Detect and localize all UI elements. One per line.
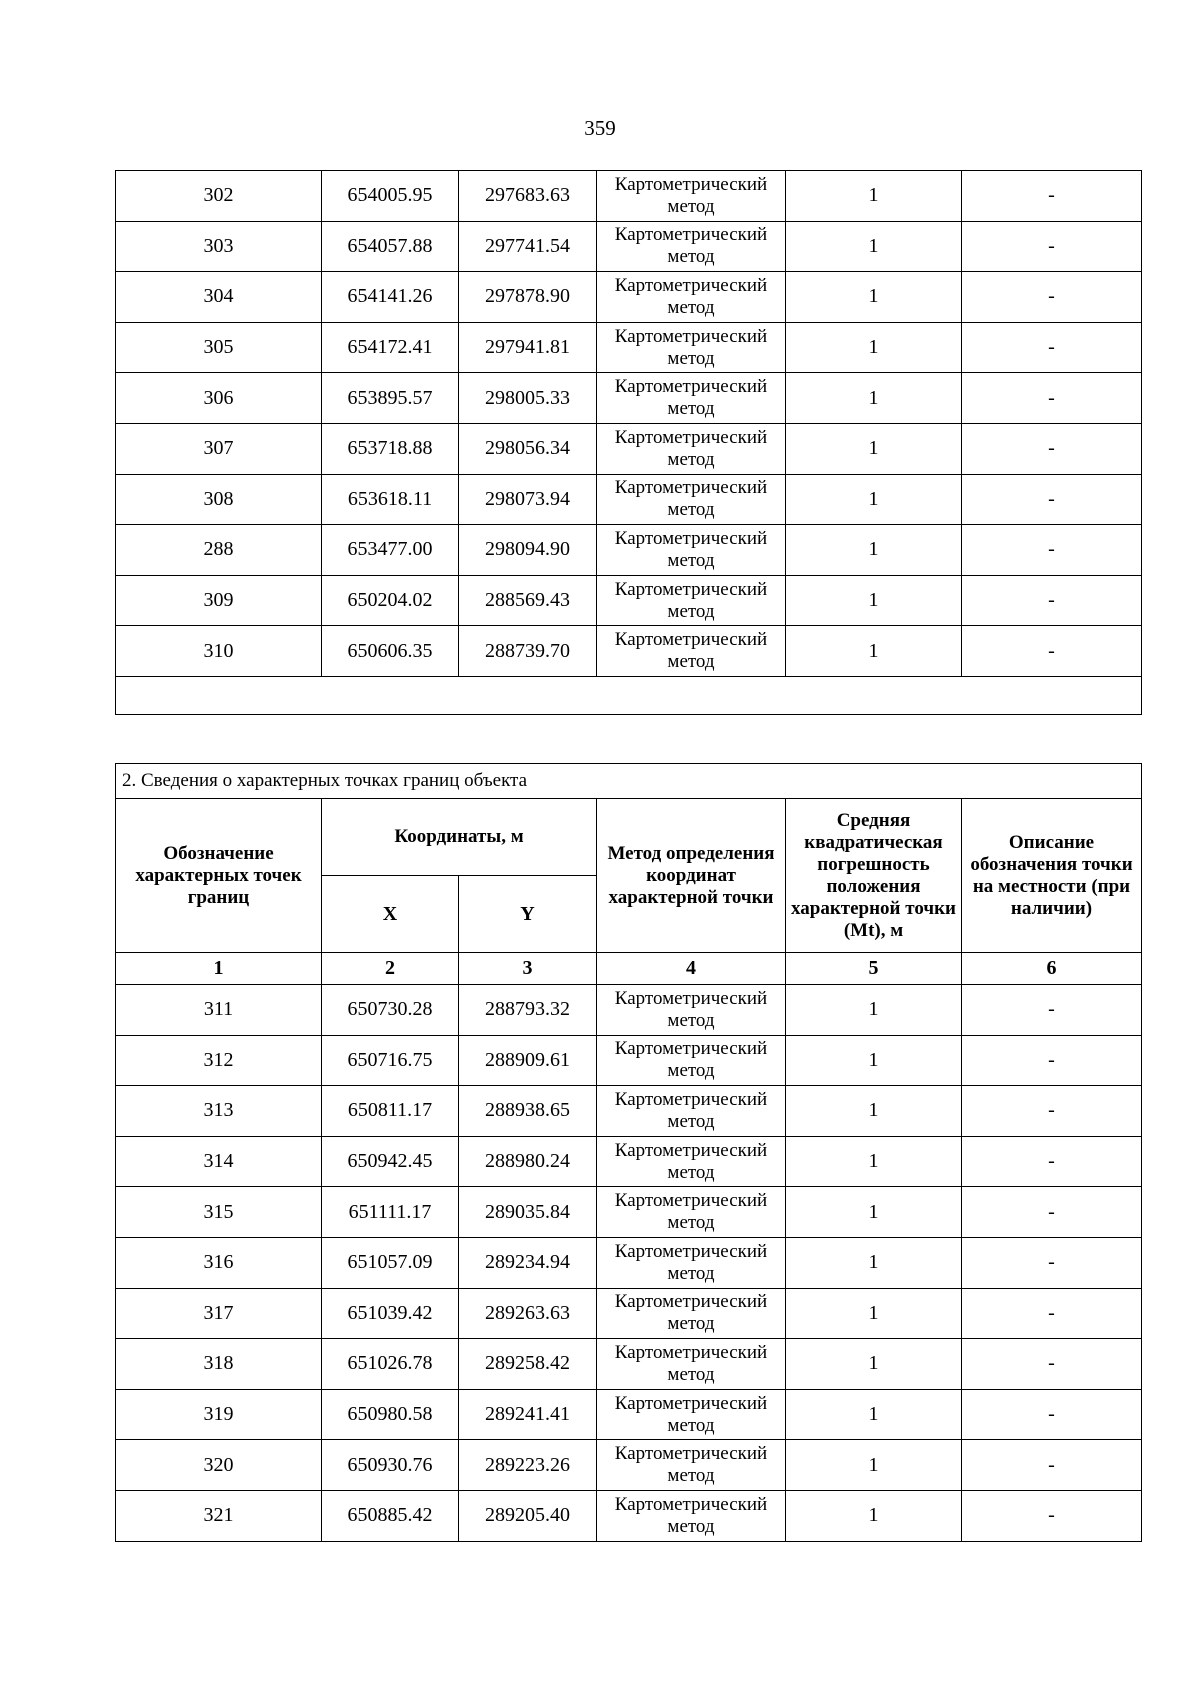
coordinate-y: 297878.90 — [459, 272, 597, 323]
coordinate-y: 288909.61 — [459, 1035, 597, 1086]
method-line: метод — [667, 651, 715, 673]
header-description: Описание обозначения точки на местности (при наличии) — [962, 799, 1142, 953]
method-line: метод — [667, 600, 715, 622]
method-cell — [597, 423, 786, 474]
method-line: Картометрический — [614, 1392, 768, 1414]
method-cell — [597, 373, 786, 424]
method-line: Картометрический — [614, 1493, 768, 1515]
coordinate-x: 654141.26 — [322, 272, 459, 323]
coordinate-y: 298005.33 — [459, 373, 597, 424]
point-designation: 315 — [116, 1187, 322, 1238]
point-description: - — [962, 1490, 1142, 1541]
coordinate-y: 297741.54 — [459, 221, 597, 272]
coordinate-y: 289205.40 — [459, 1490, 597, 1541]
point-designation: 310 — [116, 626, 322, 677]
point-description: - — [962, 575, 1142, 626]
method-line: Картометрический — [614, 1443, 768, 1465]
coordinate-y: 298056.34 — [459, 423, 597, 474]
method-line: метод — [667, 1313, 715, 1335]
method-line: Картометрический — [614, 173, 768, 195]
table-row — [116, 626, 1142, 677]
point-designation: 318 — [116, 1339, 322, 1390]
method-line: метод — [667, 1009, 715, 1031]
method-line: метод — [667, 499, 715, 521]
points-table-body — [116, 171, 1142, 715]
coordinate-x: 651057.09 — [322, 1237, 459, 1288]
boundary-points-table-body — [116, 985, 1142, 1542]
coordinate-x: 654005.95 — [322, 171, 459, 222]
point-designation: 309 — [116, 575, 322, 626]
point-designation: 316 — [116, 1237, 322, 1288]
coordinate-y: 297941.81 — [459, 322, 597, 373]
mean-error: 1 — [786, 525, 962, 576]
coordinate-x: 654172.41 — [322, 322, 459, 373]
method-line: метод — [667, 195, 715, 217]
point-description: - — [962, 221, 1142, 272]
coordinate-y: 288739.70 — [459, 626, 597, 677]
coordinate-x: 651026.78 — [322, 1339, 459, 1390]
method-line: Картометрический — [614, 426, 768, 448]
point-designation: 319 — [116, 1389, 322, 1440]
header-mean-error: Средняя квадратическая погрешность положения характерной точки (Mt), м — [786, 799, 962, 953]
mean-error: 1 — [786, 423, 962, 474]
method-cell — [597, 171, 786, 222]
mean-error: 1 — [786, 1086, 962, 1137]
point-designation: 303 — [116, 221, 322, 272]
method-line: метод — [667, 1515, 715, 1537]
method-cell — [597, 272, 786, 323]
method-line: Картометрический — [614, 1038, 768, 1060]
table-row — [116, 1237, 1142, 1288]
table-row — [116, 1035, 1142, 1086]
method-line: метод — [667, 246, 715, 268]
header-point-designation: Обозначение характерных точек границ — [116, 799, 322, 953]
table-row — [116, 322, 1142, 373]
table-row — [116, 1490, 1142, 1541]
coordinate-y: 288793.32 — [459, 985, 597, 1036]
table-row — [116, 1339, 1142, 1390]
coordinate-x: 650204.02 — [322, 575, 459, 626]
method-cell — [597, 1237, 786, 1288]
method-line: Картометрический — [614, 987, 768, 1009]
mean-error: 1 — [786, 1339, 962, 1390]
method-line: Картометрический — [614, 527, 768, 549]
coordinate-y: 289035.84 — [459, 1187, 597, 1238]
coordinate-y: 297683.63 — [459, 171, 597, 222]
header-method: Метод определения координат характерной точки — [597, 799, 786, 953]
point-designation: 306 — [116, 373, 322, 424]
table-row — [116, 171, 1142, 222]
method-line: метод — [667, 1363, 715, 1385]
coordinate-y: 289223.26 — [459, 1440, 597, 1491]
mean-error: 1 — [786, 474, 962, 525]
mean-error: 1 — [786, 322, 962, 373]
point-designation: 321 — [116, 1490, 322, 1541]
method-cell — [597, 985, 786, 1036]
method-line: метод — [667, 448, 715, 470]
method-cell — [597, 1389, 786, 1440]
point-description: - — [962, 373, 1142, 424]
coordinate-x: 653618.11 — [322, 474, 459, 525]
method-line: метод — [667, 549, 715, 571]
column-number: 2 — [322, 953, 459, 985]
method-line: Картометрический — [614, 477, 768, 499]
point-designation: 288 — [116, 525, 322, 576]
table-row — [116, 985, 1142, 1036]
method-cell — [597, 221, 786, 272]
coordinate-x: 654057.88 — [322, 221, 459, 272]
method-line: Картометрический — [614, 224, 768, 246]
mean-error: 1 — [786, 1288, 962, 1339]
point-description: - — [962, 1187, 1142, 1238]
mean-error: 1 — [786, 221, 962, 272]
table-row — [116, 423, 1142, 474]
coordinate-y: 289258.42 — [459, 1339, 597, 1390]
method-line: Картометрический — [614, 629, 768, 651]
point-designation: 302 — [116, 171, 322, 222]
header-x: X — [322, 876, 459, 953]
point-description: - — [962, 272, 1142, 323]
point-description: - — [962, 1237, 1142, 1288]
method-line: Картометрический — [614, 1139, 768, 1161]
column-number: 1 — [116, 953, 322, 985]
method-cell — [597, 525, 786, 576]
table-caption: 2. Сведения о характерных точках границ объекта — [116, 764, 1142, 799]
point-description: - — [962, 1035, 1142, 1086]
method-line: метод — [667, 1161, 715, 1183]
coordinate-x: 651111.17 — [322, 1187, 459, 1238]
point-description: - — [962, 1288, 1142, 1339]
method-line: метод — [667, 296, 715, 318]
mean-error: 1 — [786, 1035, 962, 1086]
empty-cell — [116, 676, 1142, 714]
point-description: - — [962, 985, 1142, 1036]
coordinate-x: 650716.75 — [322, 1035, 459, 1086]
table-row — [116, 272, 1142, 323]
method-cell — [597, 1288, 786, 1339]
point-description: - — [962, 1389, 1142, 1440]
table-row — [116, 221, 1142, 272]
method-cell — [597, 626, 786, 677]
mean-error: 1 — [786, 1440, 962, 1491]
method-line: метод — [667, 1060, 715, 1082]
method-cell — [597, 1339, 786, 1390]
mean-error: 1 — [786, 1237, 962, 1288]
point-description: - — [962, 626, 1142, 677]
mean-error: 1 — [786, 575, 962, 626]
coordinate-x: 650942.45 — [322, 1136, 459, 1187]
method-line: Картометрический — [614, 578, 768, 600]
coordinate-y: 289263.63 — [459, 1288, 597, 1339]
method-line: метод — [667, 1212, 715, 1234]
method-cell — [597, 1035, 786, 1086]
method-line: Картометрический — [614, 274, 768, 296]
method-cell — [597, 1490, 786, 1541]
point-designation: 304 — [116, 272, 322, 323]
table-row — [116, 525, 1142, 576]
mean-error: 1 — [786, 626, 962, 677]
empty-row — [116, 676, 1142, 714]
header-coordinates: Координаты, м — [322, 799, 597, 876]
coordinate-x: 653895.57 — [322, 373, 459, 424]
method-line: Картометрический — [614, 1341, 768, 1363]
method-line: Картометрический — [614, 1190, 768, 1212]
coordinate-y: 289234.94 — [459, 1237, 597, 1288]
method-cell — [597, 1440, 786, 1491]
point-designation: 307 — [116, 423, 322, 474]
coordinate-x: 650930.76 — [322, 1440, 459, 1491]
coordinate-y: 288569.43 — [459, 575, 597, 626]
table-row — [116, 373, 1142, 424]
mean-error: 1 — [786, 985, 962, 1036]
point-description: - — [962, 1339, 1142, 1390]
method-cell — [597, 575, 786, 626]
coordinate-y: 289241.41 — [459, 1389, 597, 1440]
method-line: метод — [667, 1262, 715, 1284]
point-description: - — [962, 322, 1142, 373]
coordinate-y: 288980.24 — [459, 1136, 597, 1187]
point-designation: 305 — [116, 322, 322, 373]
mean-error: 1 — [786, 1187, 962, 1238]
coordinate-x: 650885.42 — [322, 1490, 459, 1541]
coordinate-x: 650980.58 — [322, 1389, 459, 1440]
coordinate-x: 653477.00 — [322, 525, 459, 576]
mean-error: 1 — [786, 373, 962, 424]
method-line: Картометрический — [614, 325, 768, 347]
point-designation: 317 — [116, 1288, 322, 1339]
coordinate-x: 653718.88 — [322, 423, 459, 474]
boundary-points-table — [115, 763, 1142, 1542]
point-description: - — [962, 525, 1142, 576]
point-designation: 311 — [116, 985, 322, 1036]
mean-error: 1 — [786, 1490, 962, 1541]
point-description: - — [962, 423, 1142, 474]
points-table-continued — [115, 170, 1142, 715]
table-row — [116, 1136, 1142, 1187]
method-cell — [597, 322, 786, 373]
point-designation: 314 — [116, 1136, 322, 1187]
coordinate-y: 298094.90 — [459, 525, 597, 576]
column-number: 6 — [962, 953, 1142, 985]
point-description: - — [962, 1440, 1142, 1491]
method-cell — [597, 474, 786, 525]
point-designation: 313 — [116, 1086, 322, 1137]
table-row — [116, 1440, 1142, 1491]
column-number: 3 — [459, 953, 597, 985]
point-description: - — [962, 1086, 1142, 1137]
point-designation: 312 — [116, 1035, 322, 1086]
coordinate-x: 650606.35 — [322, 626, 459, 677]
page-number: 359 — [584, 116, 616, 140]
column-number: 4 — [597, 953, 786, 985]
mean-error: 1 — [786, 1136, 962, 1187]
method-line: Картометрический — [614, 1088, 768, 1110]
method-line: метод — [667, 1465, 715, 1487]
coordinate-x: 650811.17 — [322, 1086, 459, 1137]
point-description: - — [962, 474, 1142, 525]
method-line: метод — [667, 347, 715, 369]
method-line: метод — [667, 398, 715, 420]
mean-error: 1 — [786, 171, 962, 222]
coordinate-x: 650730.28 — [322, 985, 459, 1036]
header-y: Y — [459, 876, 597, 953]
point-designation: 308 — [116, 474, 322, 525]
point-designation: 320 — [116, 1440, 322, 1491]
method-line: метод — [667, 1414, 715, 1436]
coordinate-x: 651039.42 — [322, 1288, 459, 1339]
coordinate-y: 298073.94 — [459, 474, 597, 525]
column-number: 5 — [786, 953, 962, 985]
table-row — [116, 1187, 1142, 1238]
table-row — [116, 1389, 1142, 1440]
method-line: Картометрический — [614, 1240, 768, 1262]
point-description: - — [962, 1136, 1142, 1187]
table-row — [116, 1086, 1142, 1137]
method-line: Картометрический — [614, 376, 768, 398]
coordinate-y: 288938.65 — [459, 1086, 597, 1137]
method-line: метод — [667, 1110, 715, 1132]
method-cell — [597, 1136, 786, 1187]
mean-error: 1 — [786, 272, 962, 323]
table-row — [116, 1288, 1142, 1339]
table-row — [116, 474, 1142, 525]
method-line: Картометрический — [614, 1291, 768, 1313]
table-row — [116, 575, 1142, 626]
mean-error: 1 — [786, 1389, 962, 1440]
method-cell — [597, 1086, 786, 1137]
method-cell — [597, 1187, 786, 1238]
point-description: - — [962, 171, 1142, 222]
